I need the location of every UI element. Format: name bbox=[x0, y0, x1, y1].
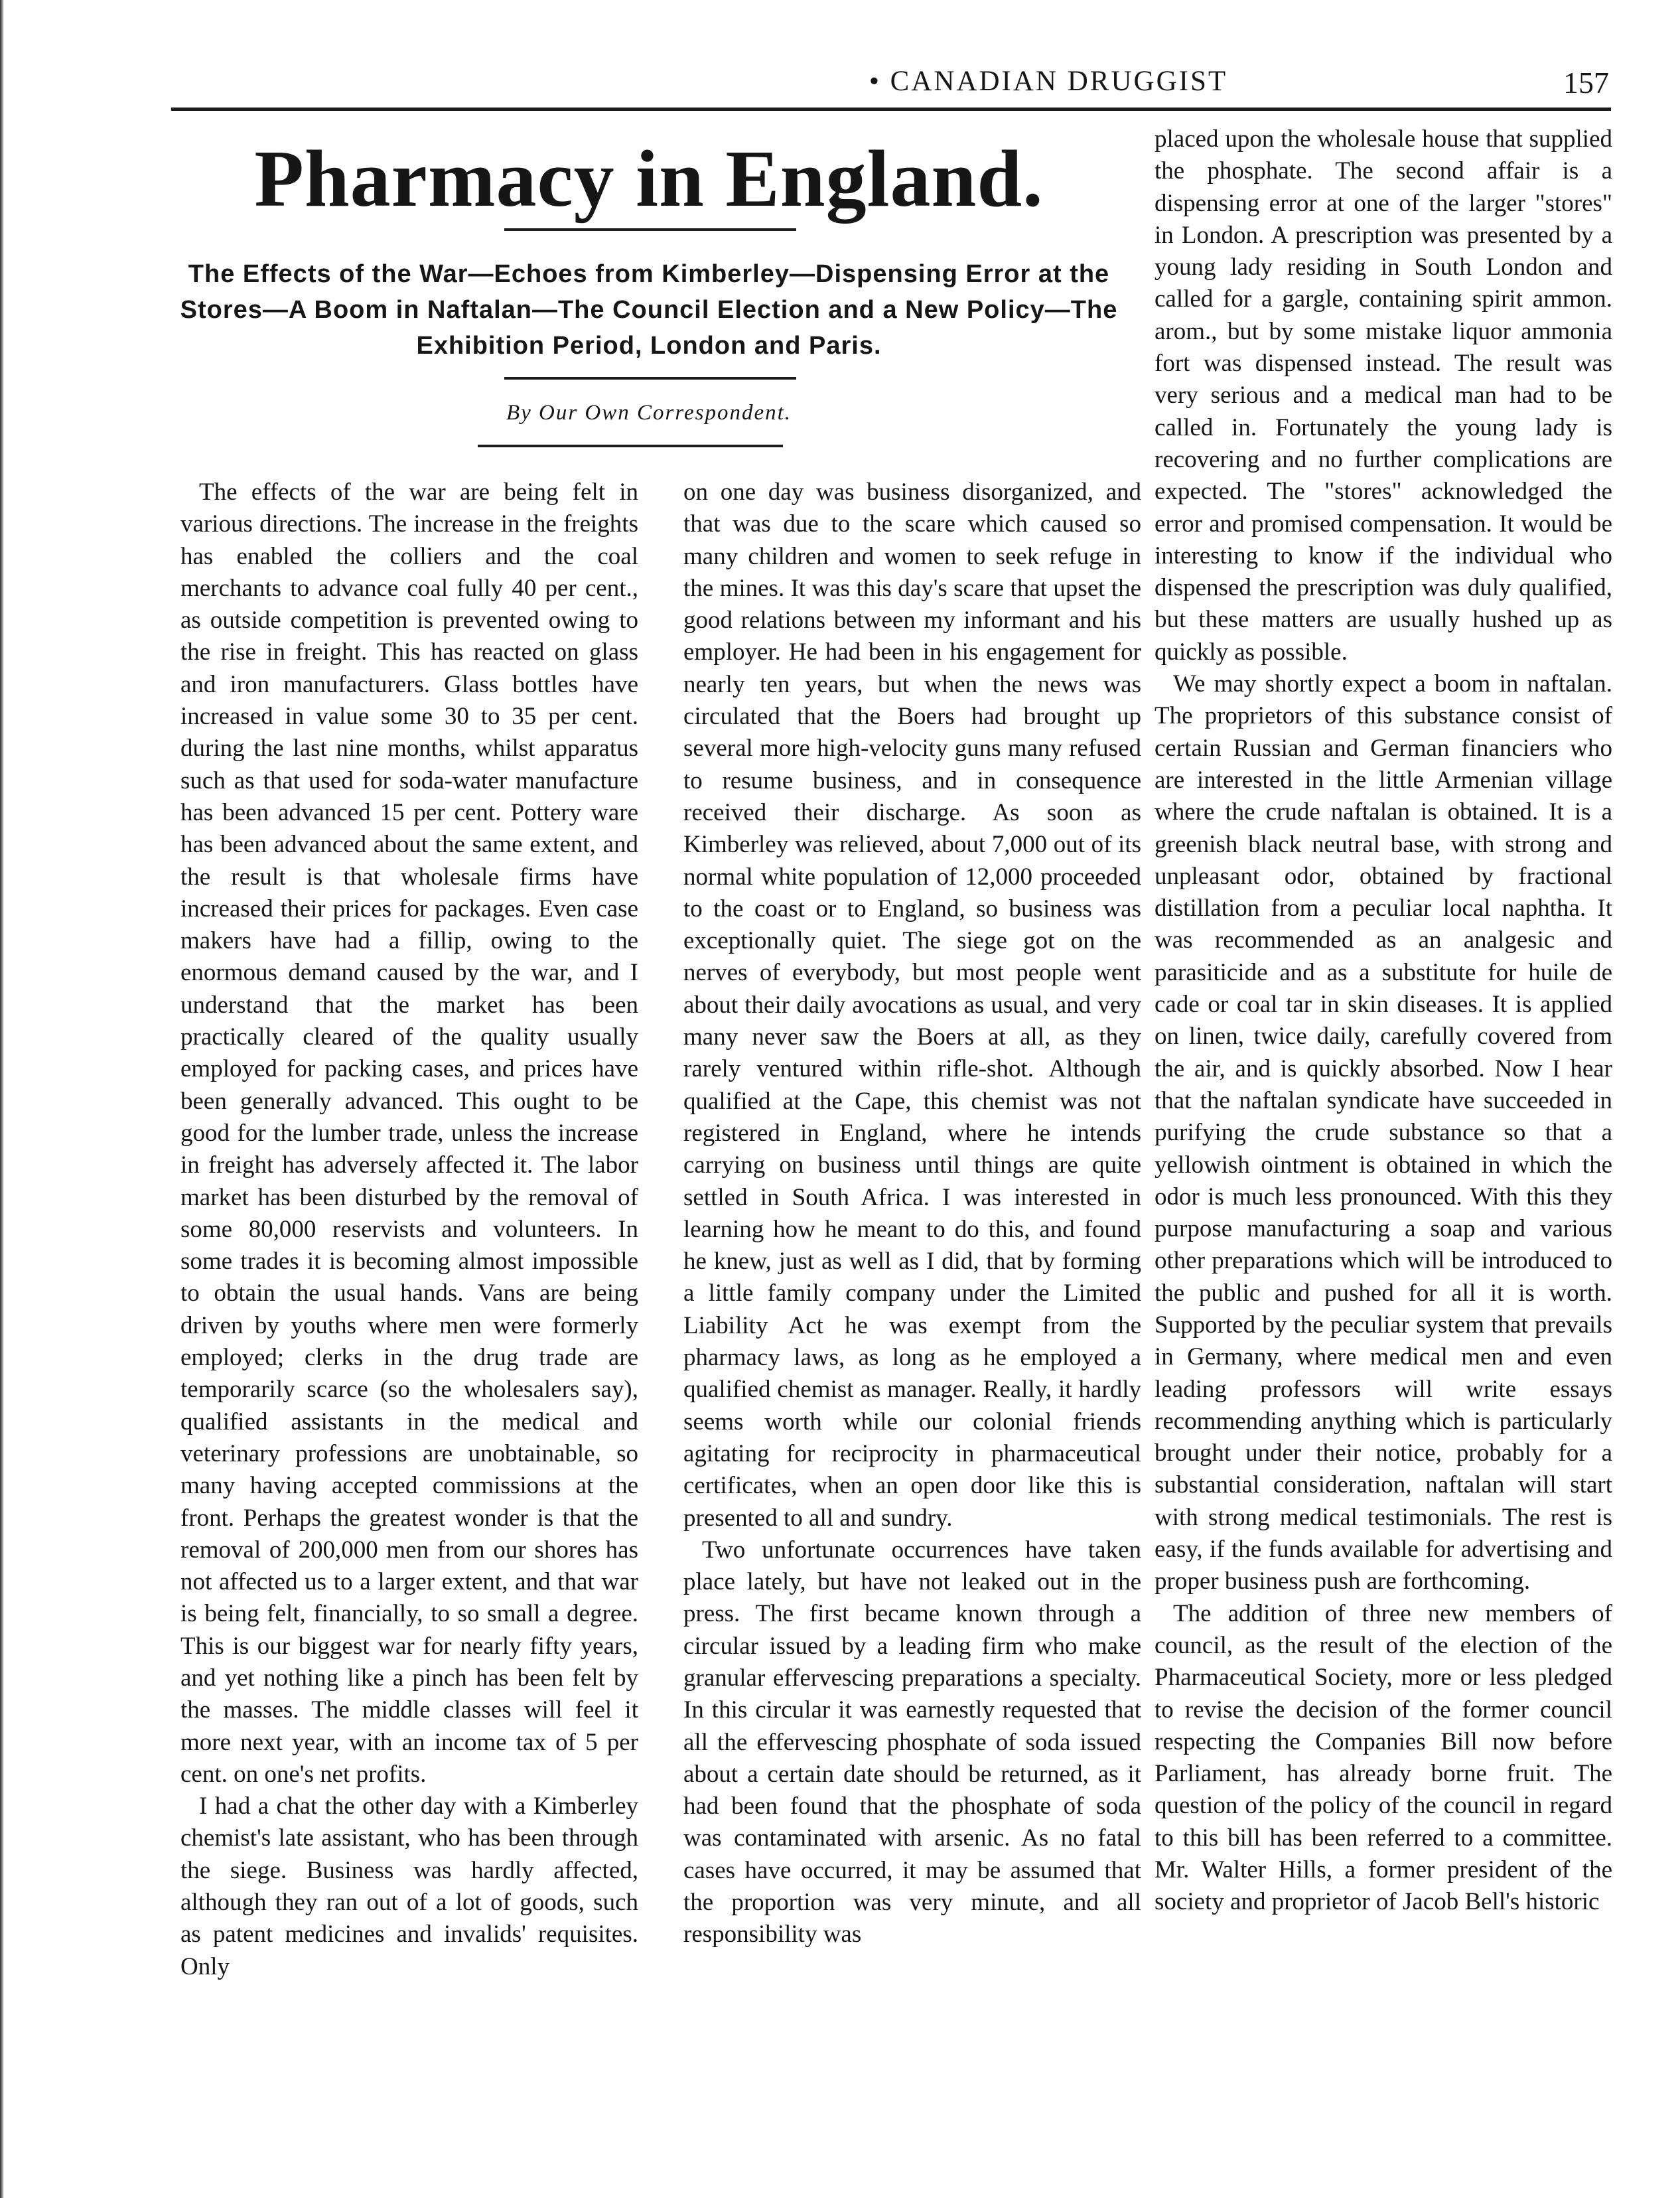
page-number: 157 bbox=[1563, 66, 1609, 100]
running-head: • CANADIAN DRUGGIST bbox=[869, 66, 1228, 97]
column-3 bbox=[1155, 123, 1612, 1919]
paragraph: The effects of the war are being felt in various directions. The increase in the freights has enabled the colliers and the coal merchants to advance coal fully 40 per cent., as outside competition is prevented owing to the rise in freight. This has reacted on glass and iron manufacturers. Glass bottles have increased in value some 30 to 35 per cent. during the last nine months, whilst apparatus such as that used for soda-water manufacture has been advanced 15 per cent. Pottery ware has been advanced about the same extent, and the result is that wholesale firms have increased their prices for packages. Even case makers have had a fillip, owing to the enormous demand caused by the war, and I understand that the market has been practically cleared of the quality usually employed for packing cases, and prices have been generally advanced. This ought to be good for the lumber trade, unless the increase in freight has adversely affected it. The labor market has been disturbed by the removal of some 80,000 reservists and volunteers. In some trades it is becoming almost impossible to obtain the usual hands. Vans are being driven by youths where men were formerly employed; clerks in the drug trade are temporarily scarce (so the wholesalers say), qualified assistants in the medical and veterinary professions are unobtainable, so many having accepted commissions at the front. Perhaps the greatest wonder is that the removal of 200,000 men from our shores has not affected us to a larger extent, and that war is being felt, financially, to so small a degree. This is our biggest war for nearly fifty years, and yet nothing like a pinch has been felt by the masses. The middle classes will feel it more next year, with an income tax of 5 per cent. on one's net profits. bbox=[180, 478, 638, 1788]
paragraph: We may shortly expect a boom in naftalan. The proprietors of this substance consist of certain Russian and German financiers who are interested in the little Armenian village where the crude naftalan is obtained. It is a greenish black neutral base, with strong and unpleasant odor, obtained by fractional distillation from a peculiar local naphtha. It was recommended as an analgesic and parasiticide and as a substitute for huile de cade or coal tar in skin diseases. It is applied on linen, twice daily, carefully covered from the air, and is quickly absorbed. Now I hear that the naftalan syndicate have succeeded in purifying the crude substance so that a yellowish ointment is obtained in which the odor is much less pronounced. With this they purpose manufacturing a soap and various other preparations which will be introduced to the public and pushed for all it is worth. Supported by the peculiar system that prevails in Germany, where medical men and even leading professors will write essays recommending anything which is particularly brought under their notice, probably for a substantial consideration, naftalan will start with strong medical testimonials. The rest is easy, if the funds available for advertising and proper business push are forthcoming. bbox=[1155, 670, 1612, 1595]
header-rule bbox=[171, 108, 1611, 111]
article-subtitle: The Effects of the War—Echoes from Kimberley—Dispensing Error at the Stores—A Boom in Naftalan—The Council Election and a New Policy—The Exhibition Period, London and Paris. bbox=[180, 260, 1118, 360]
byline: By Our Own Correspondent. bbox=[506, 401, 792, 425]
paragraph: Two unfortunate occurrences have taken place lately, but have not leaked out in the press. The first became known through a circular issued by a leading firm who make granular effervescing preparations a specialty. In this circular it was earnestly requested that all the effervescing phosphate of soda issued about a certain date should be returned, as it had been found that the phosphate of soda was contaminated with arsenic. As no fatal cases have occurred, it may be assumed that the proportion was very minute, and all responsibility was bbox=[683, 1536, 1141, 1948]
subtitle-rule bbox=[504, 377, 796, 380]
paragraph: on one day was business disorganized, and that was due to the scare which caused so many children and women to seek refuge in the mines. It was this day's scare that upset the good relations between my informant and his employer. He had been in his engagement for nearly ten years, but when the news was circulated that the Boers had brought up several more high-velocity guns many refused to resume business, and in consequence received their discharge. As soon as Kimberley was relieved, about 7,000 out of its normal white population of 12,000 proceeded to the coast or to England, so business was exceptionally quiet. The siege got on the nerves of everybody, but most people went about their daily avocations as usual, and very many never saw the Boers at all, as they rarely ventured within rifle-shot. Although qualified at the Cape, this chemist was not registered in England, where he intends carrying on business until things are quite settled in South Africa. I was interested in learning how he meant to do this, and found he knew, just as well as I did, that by forming a little family company under the Limited Liability Act he was exempt from the pharmacy laws, as long as he employed a qualified chemist as manager. Really, it hardly seems worth while our colonial friends agitating for reciprocity in pharmaceutical certificates, when an open door like this is presented to all and sundry. bbox=[683, 478, 1141, 1532]
scan-edge bbox=[0, 0, 4, 2198]
paragraph: I had a chat the other day with a Kimberley chemist's late assistant, who has been through the siege. Business was hardly affected, although they ran out of a lot of goods, such as patent medicines and invalids' requisites. Only bbox=[180, 1793, 638, 1980]
article-title: Pharmacy in England. bbox=[254, 134, 1044, 224]
byline-rule bbox=[478, 445, 783, 447]
paragraph: placed upon the wholesale house that supplied the phosphate. The second affair is a dispensing error at one of the larger "stores" in London. A prescription was presented by a young lady residing in South London and called for a gargle, containing spirit ammon. arom., but by some mistake liquor ammonia fort was dispensed instead. The result was very serious and a medical man had to be called in. Fortunately the young lady is recovering and no further complications are expected. The "stores" acknowledged the error and promised compensation. It would be interesting to know if the individual who dispensed the prescription was duly qualified, but these matters are usually hushed up as quickly as possible. bbox=[1155, 125, 1612, 666]
column-2 bbox=[683, 476, 1141, 1951]
title-rule bbox=[504, 228, 796, 231]
column-1 bbox=[180, 476, 638, 1983]
paragraph: The addition of three new members of council, as the result of the election of the Pharmaceutical Society, more or less pledged to revise the decision of the former council respecting the Companies Bill now before Parliament, has already borne fruit. The question of the policy of the council in regard to this bill has been referred to a committee. Mr. Walter Hills, a former president of the society and proprietor of Jacob Bell's historic bbox=[1155, 1599, 1612, 1916]
